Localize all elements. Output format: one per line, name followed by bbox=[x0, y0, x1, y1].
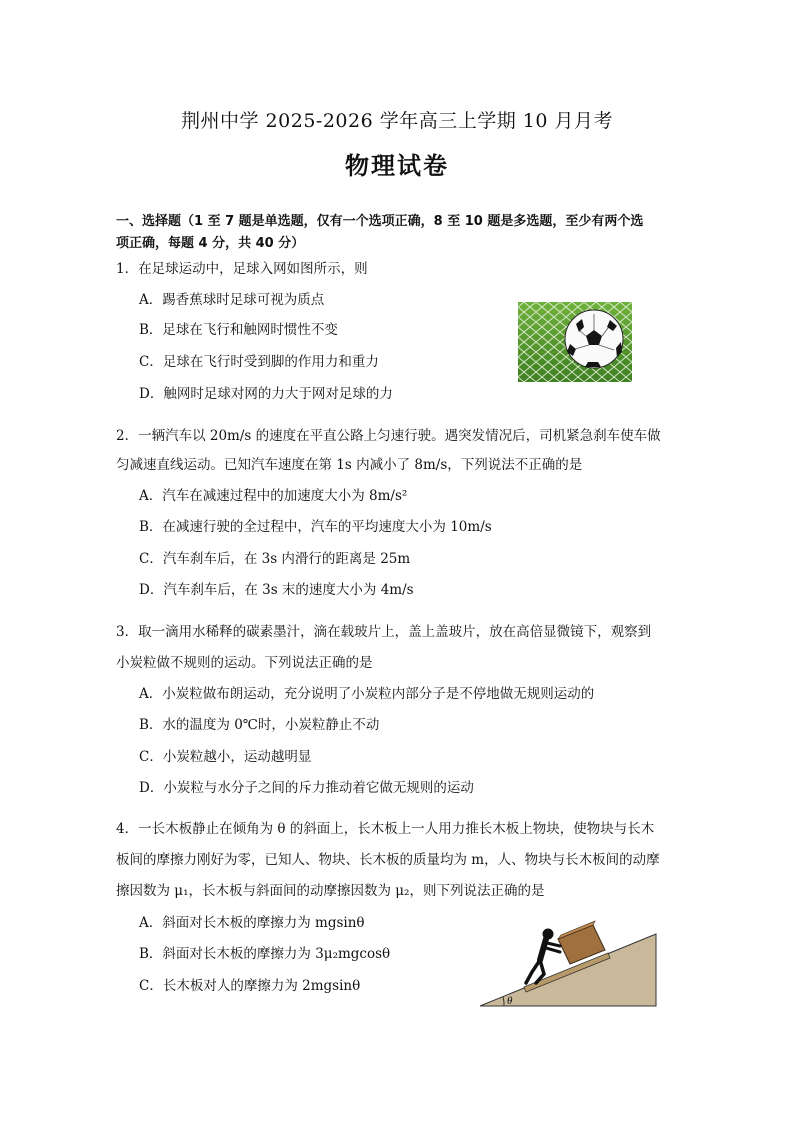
question-2-stem-line-1: 2．一辆汽车以 20m/s 的速度在平直公路上匀速行驶。遇突发情况后，司机紧急刹车使车做 bbox=[116, 428, 661, 444]
question-4-stem-line-2: 板间的摩擦力刚好为零，已知人、物块、长木板的质量均为 m，人、物块与长木板间的动摩 bbox=[116, 852, 660, 868]
question-3-option-c: C．小炭粒越小，运动越明显 bbox=[139, 749, 312, 765]
question-3-option-a: A．小炭粒做布朗运动，充分说明了小炭粒内部分子是不停地做无规则运动的 bbox=[139, 686, 595, 702]
question-1-option-d: D．触网时足球对网的力大于网对足球的力 bbox=[139, 386, 393, 402]
question-2-option-a: A．汽车在减速过程中的加速度大小为 8m/s² bbox=[139, 488, 408, 504]
exam-title: 荆州中学 2025-2026 学年高三上学期 10 月月考 bbox=[181, 110, 613, 132]
section-heading-line-1: 一、选择题（1 至 7 题是单选题，仅有一个选项正确，8 至 10 题是多选题，至少有两个选 bbox=[116, 214, 644, 229]
question-1-stem: 1．在足球运动中，足球入网如图所示，则 bbox=[116, 261, 368, 277]
incline-figure bbox=[476, 888, 660, 1010]
question-2-option-b: B．在减速行驶的全过程中，汽车的平均速度大小为 10m/s bbox=[139, 519, 492, 535]
question-4-option-c: C．长木板对人的摩擦力为 2mgsinθ bbox=[139, 978, 361, 994]
section-heading bbox=[116, 211, 676, 255]
exam-subject-title: 物理试卷 bbox=[345, 152, 449, 180]
question-1-option-a: A．踢香蕉球时足球可视为质点 bbox=[139, 292, 325, 308]
soccer-goal-figure bbox=[518, 302, 632, 382]
question-3-option-b: B．水的温度为 0℃时，小炭粒静止不动 bbox=[139, 717, 380, 733]
question-2-option-d: D．汽车刹车后，在 3s 末的速度大小为 4m/s bbox=[139, 582, 414, 598]
question-4-option-a: A．斜面对长木板的摩擦力为 mgsinθ bbox=[139, 915, 365, 931]
question-2-stem-line-2: 匀减速直线运动。已知汽车速度在第 1s 内减小了 8m/s，下列说法不正确的是 bbox=[116, 457, 583, 473]
question-3-option-d: D．小炭粒与水分子之间的斥力推动着它做无规则的运动 bbox=[139, 780, 474, 796]
question-3-stem-line-2: 小炭粒做不规则的运动。下列说法正确的是 bbox=[116, 655, 373, 671]
section-heading-line-2: 项正确，每题 4 分，共 40 分） bbox=[116, 236, 305, 251]
question-1-option-c: C．足球在飞行时受到脚的作用力和重力 bbox=[139, 354, 379, 370]
soccer-ball-image bbox=[518, 302, 632, 382]
question-1-option-b: B．足球在飞行和触网时惯性不变 bbox=[139, 322, 338, 338]
question-3-stem-line-1: 3．取一滴用水稀释的碳素墨汁，滴在载玻片上，盖上盖玻片，放在高倍显微镜下，观察到 bbox=[116, 624, 652, 640]
question-4-stem-line-3: 擦因数为 μ₁，长木板与斜面间的动摩擦因数为 μ₂，则下列说法正确的是 bbox=[116, 883, 545, 899]
question-4-stem-line-1: 4．一长木板静止在倾角为 θ 的斜面上，长木板上一人用力推长木板上物块，使物块与长木 bbox=[116, 821, 655, 837]
question-2-option-c: C．汽车刹车后，在 3s 内滑行的距离是 25m bbox=[139, 551, 411, 567]
question-4-option-b: B．斜面对长木板的摩擦力为 3μ₂mgcosθ bbox=[139, 946, 391, 962]
angle-label: θ bbox=[507, 995, 513, 1007]
